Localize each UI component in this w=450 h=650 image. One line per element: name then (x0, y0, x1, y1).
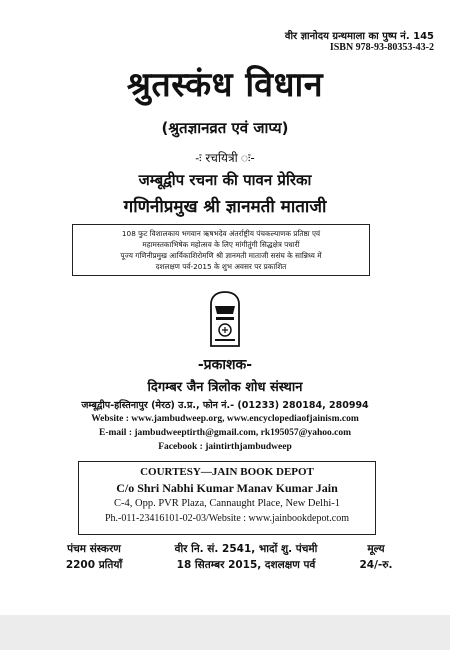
notice-line: दशलक्षण पर्व-2015 के शुभ अवसर पर प्रकाशित (155, 262, 287, 271)
gregorian-date: 18 सितम्बर 2015, दशलक्षण पर्व (176, 559, 316, 571)
courtesy-address: C-4, Opp. PVR Plaza, Cannaught Place, New Delhi-1 (113, 498, 340, 509)
author-label: -ः रचयित्री ः- (195, 151, 255, 165)
courtesy-phone-website: Ph.-011-23416101-02-03/Website : www.jainbookdepot.com (105, 513, 349, 524)
isbn: ISBN 978-93-80353-43-2 (329, 42, 434, 53)
publisher-facebook: Facebook : jaintirthjambudweep (158, 442, 292, 452)
edition-number: पंचम संस्करण (67, 543, 121, 555)
price-label: मूल्य (367, 543, 385, 555)
series-number: वीर ज्ञानोदय ग्रन्थमाला का पुष्प नं. 145 (284, 31, 434, 42)
book-subtitle: (श्रुतज्ञानव्रत एवं जाप्य) (161, 119, 289, 137)
publisher-name: दिगम्बर जैन त्रिलोक शोध संस्थान (147, 380, 303, 395)
copies-count: 2200 प्रतियाँ (65, 559, 123, 571)
edition-column (52, 541, 136, 573)
page-bottom-margin (0, 615, 450, 650)
publisher-address: जम्बूद्वीप-हस्तिनापुर (मेरठ) उ.प्र., फोन नं.- (01233) 280184, 280994 (81, 400, 369, 411)
notice-line: महामस्तकाभिषेक महोत्सव के लिए मांगीतुंगी सिद्धक्षेत्र पधारीं (142, 240, 300, 249)
price-value: 24/-रु. (359, 559, 393, 571)
publisher-heading: -प्रकाशक- (197, 357, 253, 373)
author-tagline: जम्बूद्वीप रचना की पावन प्रेरिका (138, 171, 312, 189)
notice-line: पूज्य गणिनीप्रमुख आर्यिकाशिरोमणि श्री ज्ञानमती माताजी ससंघ के सान्निध्य में (120, 251, 322, 260)
publisher-email: E-mail : jambudweeptirth@gmail.com, rk195057@yahoo.com (99, 428, 351, 438)
courtesy-box (78, 461, 376, 535)
publication-notice-box (72, 224, 370, 276)
author-name: गणिनीप्रमुख श्री ज्ञानमती माताजी (123, 197, 327, 217)
jain-emblem-icon (203, 290, 247, 350)
vir-samvat-date: वीर नि. सं. 2541, भादों शु. पंचमी (174, 543, 318, 555)
publisher-website: Website : www.jambudweep.org, www.encyclopediaofjainism.com (91, 414, 359, 424)
courtesy-title: COURTESY—JAIN BOOK DEPOT (140, 466, 314, 478)
book-title: श्रुतस्कंध विधान (126, 65, 324, 105)
price-column (346, 541, 406, 573)
date-column (146, 541, 346, 573)
courtesy-contact: C/o Shri Nabhi Kumar Manav Kumar Jain (116, 481, 338, 495)
notice-line: 108 फुट विशालकाय भगवान ऋषभदेव अंतर्राष्ट्रीय पंचकल्याणक प्रतिष्ठा एवं (121, 229, 321, 238)
